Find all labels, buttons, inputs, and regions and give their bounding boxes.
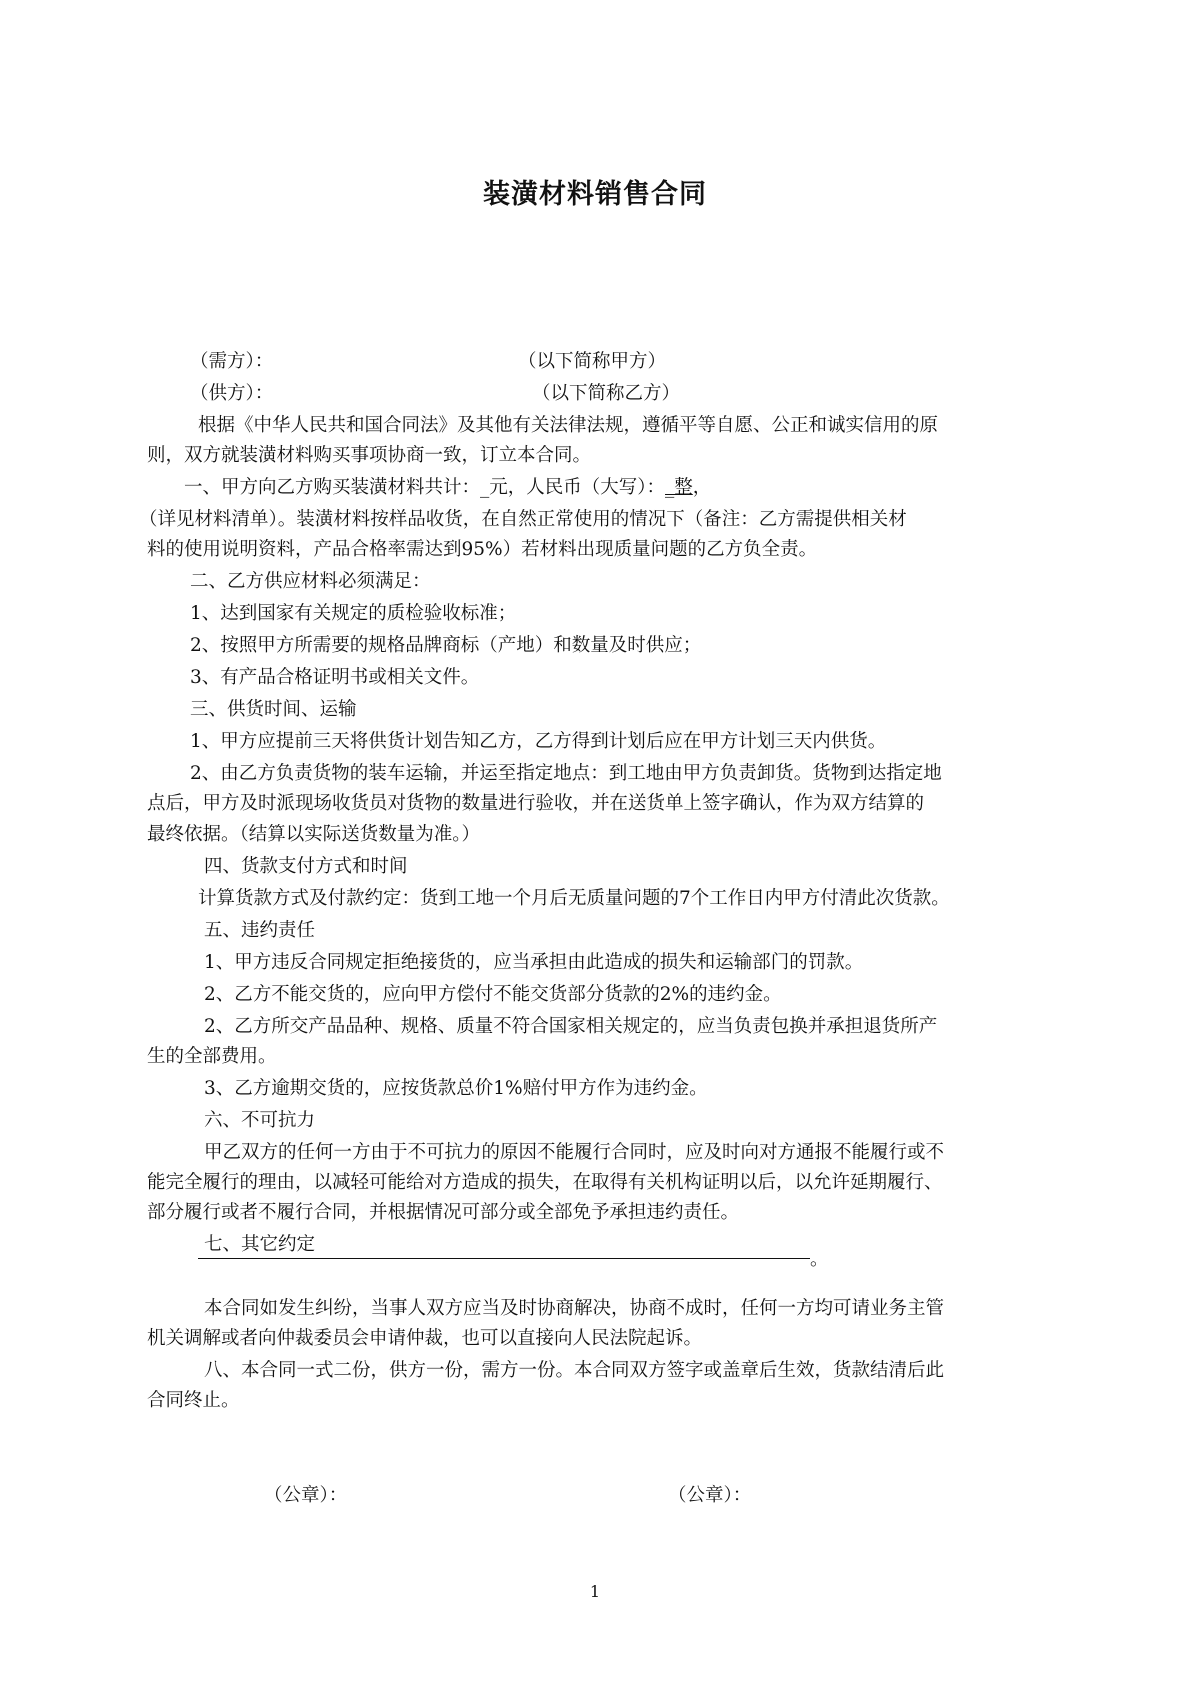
clause-1-line-2: （详见材料清单）。装潢材料按样品收货，在自然正常使用的情况下（备注：乙方需提供相关材 [139,509,907,530]
other-terms-period: 。 [810,1249,829,1270]
clause-5-item-3: 3、乙方逾期交货的，应按货款总价1%赔付甲方作为违约金。 [204,1078,708,1099]
clause-4-heading: 四、货款支付方式和时间 [204,856,408,877]
preamble-line-2: 则，双方就装潢材料购买事项协商一致，订立本合同。 [147,445,592,466]
clause-1-line-3: 料的使用说明资料，产品合格率需达到95%）若材料出现质量问题的乙方负全责。 [147,539,818,560]
clause-6-heading: 六、不可抗力 [204,1110,316,1131]
preamble-line-1: 根据《中华人民共和国合同法》及其他有关法律法规，遵循平等自愿、公正和诚实信用的原 [198,415,939,436]
clause-5-heading: 五、违约责任 [204,920,316,941]
seller-alias: （以下简称乙方） [532,383,681,404]
clause-6-line-2: 能完全履行的理由，以减轻可能给对方造成的损失，在取得有关机构证明以后，以允许延期履行、 [147,1172,943,1193]
clause-1-comma: ， [692,477,712,498]
buyer-label: （需方）： [190,351,274,372]
clause-4-text: 计算货款方式及付款约定：货到工地一个月后无质量问题的7个工作日内甲方付清此次货款。 [198,888,950,909]
clause-6-line-3: 部分履行或者不履行合同，并根据情况可部分或全部免予承担违约责任。 [147,1202,740,1223]
clause-2-item-1: 1、达到国家有关规定的质检验收标准； [190,603,517,624]
clause-5-item-1: 1、甲方违反合同规定拒绝接货的，应当承担由此造成的损失和运输部门的罚款。 [204,952,864,973]
clause-8-line-2: 合同终止。 [147,1390,240,1411]
contract-title: 装潢材料销售合同 [483,179,707,210]
clause-5-item-2: 2、乙方不能交货的，应向甲方偿付不能交货部分货款的2%的违约金。 [204,984,782,1005]
clause-2-item-2: 2、按照甲方所需要的规格品牌商标（产地）和数量及时供应； [190,635,702,656]
clause-6-line-1: 甲乙双方的任何一方由于不可抗力的原因不能履行合同时，应及时向对方通报不能履行或不 [204,1142,945,1163]
clause-2-item-3: 3、有产品合格证明书或相关文件。 [190,667,480,688]
clause-3-item-2-line-2: 点后，甲方及时派现场收货员对货物的数量进行验收，并在送货单上签字确认，作为双方结算的 [147,793,925,814]
clause-3-item-2-line-3: 最终依据。（结算以实际送货数量为准。） [147,824,481,845]
dispute-line-2: 机关调解或者向仲裁委员会申请仲裁，也可以直接向人民法院起诉。 [147,1328,703,1349]
buyer-alias: （以下简称甲方） [518,351,667,372]
clause-3-heading: 三、供货时间、运输 [190,699,357,720]
clause-1-text: 一、甲方向乙方购买装潢材料共计：_元，人民币（大写）： [184,477,666,498]
clause-2-heading: 二、乙方供应材料必须满足： [190,571,431,592]
dispute-line-1: 本合同如发生纠纷，当事人双方应当及时协商解决，协商不成时，任何一方均可请业务主管 [204,1298,945,1319]
other-terms-blank-line [198,1258,810,1259]
buyer-seal-label: （公章）： [264,1485,348,1506]
seller-label: （供方）： [190,383,274,404]
clause-5-item-2b-line-1: 2、乙方所交产品品种、规格、质量不符合国家相关规定的，应当负责包换并承担退货所产 [204,1016,938,1037]
clause-7-heading: 七、其它约定 [204,1234,316,1255]
seller-seal-label: （公章）： [668,1485,752,1506]
amount-words-blank: _整 [665,477,693,498]
clause-1-line-1 [184,476,711,500]
page-number: 1 [589,1582,601,1601]
clause-8-line-1: 八、本合同一式二份，供方一份，需方一份。本合同双方签字或盖章后生效，货款结清后此 [204,1360,945,1381]
clause-3-item-2-line-1: 2、由乙方负责货物的装车运输，并运至指定地点：到工地由甲方负责卸货。货物到达指定地 [190,763,942,784]
clause-3-item-1: 1、甲方应提前三天将供货计划告知乙方，乙方得到计划后应在甲方计划三天内供货。 [190,731,887,752]
clause-5-item-2b-line-2: 生的全部费用。 [147,1046,277,1067]
